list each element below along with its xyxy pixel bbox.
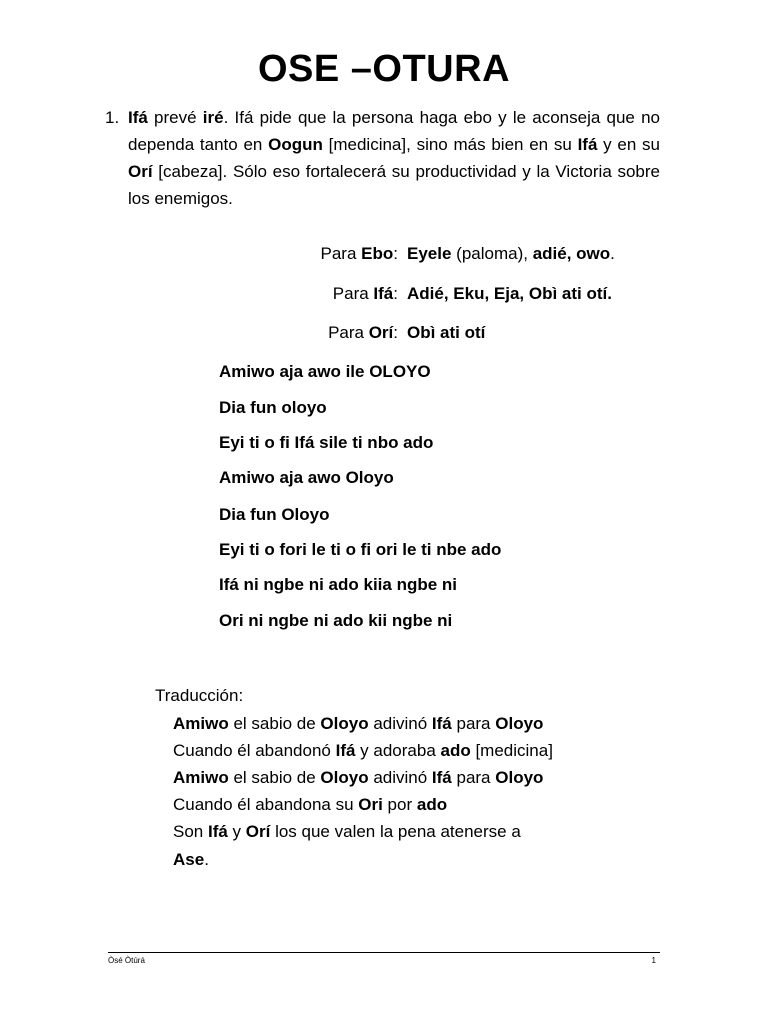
ebo-label: Para Orí:: [328, 323, 398, 342]
traduccion-segment: para: [451, 714, 496, 733]
traduccion-segment: Oloyo: [495, 768, 544, 787]
traduccion-segment: Ifá: [431, 768, 452, 787]
traduccion-line: [173, 766, 543, 790]
verse-line: Dia fun Oloyo: [219, 505, 330, 524]
traduccion-segment: Oloyo: [495, 714, 544, 733]
traduccion-segment: Oloyo: [320, 714, 369, 733]
item-text-segment: [medicina], sino más bien en su: [322, 135, 578, 154]
verse-line: Ifá ni ngbe ni ado kiia ngbe ni: [219, 575, 458, 594]
ebo-value-segment: .: [610, 244, 615, 263]
ebo-value-segment: Adié, Eku, Eja, Obì ati otí.: [407, 284, 612, 303]
ebo-value: [407, 321, 667, 345]
verse-line: Amiwo aja awo Oloyo: [219, 468, 394, 487]
footer-rule: [108, 952, 660, 953]
item-text-segment: . Ifá pide que la persona haga ebo y le aconseja que no dependa tanto en: [128, 108, 660, 154]
traduccion-segment: adivinó: [368, 714, 432, 733]
traduccion-line: [173, 712, 543, 736]
traduccion-segment: para: [451, 768, 496, 787]
ebo-label: Para Ebo:: [320, 244, 398, 263]
traduccion-segment: adivinó: [368, 768, 432, 787]
item-text-segment: Ifá: [128, 108, 148, 127]
item-text-segment: y en su: [597, 135, 660, 154]
traduccion-segment: ado: [416, 795, 448, 814]
ebo-value: [407, 242, 667, 266]
verse-line: Eyi ti o fori le ti o fi ori le ti nbe ado: [219, 540, 502, 559]
traduccion-segment: .: [204, 850, 209, 869]
traduccion-segment: y: [227, 822, 246, 841]
traduccion-line: [173, 739, 553, 763]
ebo-value-segment: (paloma),: [451, 244, 533, 263]
verse-line: Amiwo aja awo ile OLOYO: [219, 362, 431, 381]
traduccion-segment: [medicina]: [470, 741, 553, 760]
traduccion-segment: Cuando él abandonó: [173, 741, 336, 760]
ebo-label: Para Ifá:: [332, 284, 398, 303]
traduccion-segment: Ifá: [431, 714, 452, 733]
item-text-segment: Oogun: [268, 135, 323, 154]
traduccion-segment: Oloyo: [320, 768, 369, 787]
traduccion-segment: el sabio de: [228, 768, 321, 787]
ebo-value-segment: Obì ati otí: [407, 323, 486, 342]
item-text-segment: Orí: [128, 162, 153, 181]
item-text-segment: Ifá: [577, 135, 598, 154]
traduccion-segment: Amiwo: [173, 768, 229, 787]
traduccion-segment: Ase: [173, 850, 205, 869]
verse-line: Ori ni ngbe ni ado kii ngbe ni: [219, 611, 453, 630]
ebo-value-segment: Eyele: [407, 244, 452, 263]
ebo-value-segment: adié, owo: [532, 244, 611, 263]
traduccion-segment: ado: [440, 741, 471, 760]
traduccion-line: [173, 848, 209, 872]
traduccion-line: [173, 793, 447, 817]
item-text-segment: prevé: [147, 108, 203, 127]
traduccion-title: Traducción:: [155, 686, 244, 705]
traduccion-segment: Orí: [245, 822, 271, 841]
item-text: [128, 104, 660, 212]
traduccion-segment: Ifá: [335, 741, 356, 760]
item-text-segment: [cabeza]. Sólo eso fortalecerá su productividad y la Victoria sobre los enemigos.: [128, 162, 660, 208]
traduccion-segment: Son: [173, 822, 208, 841]
traduccion-segment: por: [382, 795, 417, 814]
verse-line: Eyi ti o fi Ifá sile ti nbo ado: [219, 433, 434, 452]
traduccion-segment: Amiwo: [173, 714, 229, 733]
traduccion-segment: Ori: [358, 795, 383, 814]
item-number: 1.: [105, 108, 120, 127]
traduccion-segment: los que valen la pena atenerse a: [270, 822, 521, 841]
traduccion-segment: Ifá: [207, 822, 228, 841]
item-1: [105, 104, 660, 212]
traduccion-segment: el sabio de: [228, 714, 321, 733]
ebo-value: [407, 282, 667, 306]
verse-line: Dia fun oloyo: [219, 398, 327, 417]
traduccion-segment: Cuando él abandona su: [173, 795, 359, 814]
item-text-segment: iré: [202, 108, 224, 127]
page-number: 1: [651, 956, 656, 965]
traduccion-segment: y adoraba: [355, 741, 441, 760]
page-title: OSE –OTURA: [257, 48, 511, 90]
traduccion-line: [173, 820, 521, 844]
footer-title: Òsé Òtúrá: [108, 956, 145, 965]
